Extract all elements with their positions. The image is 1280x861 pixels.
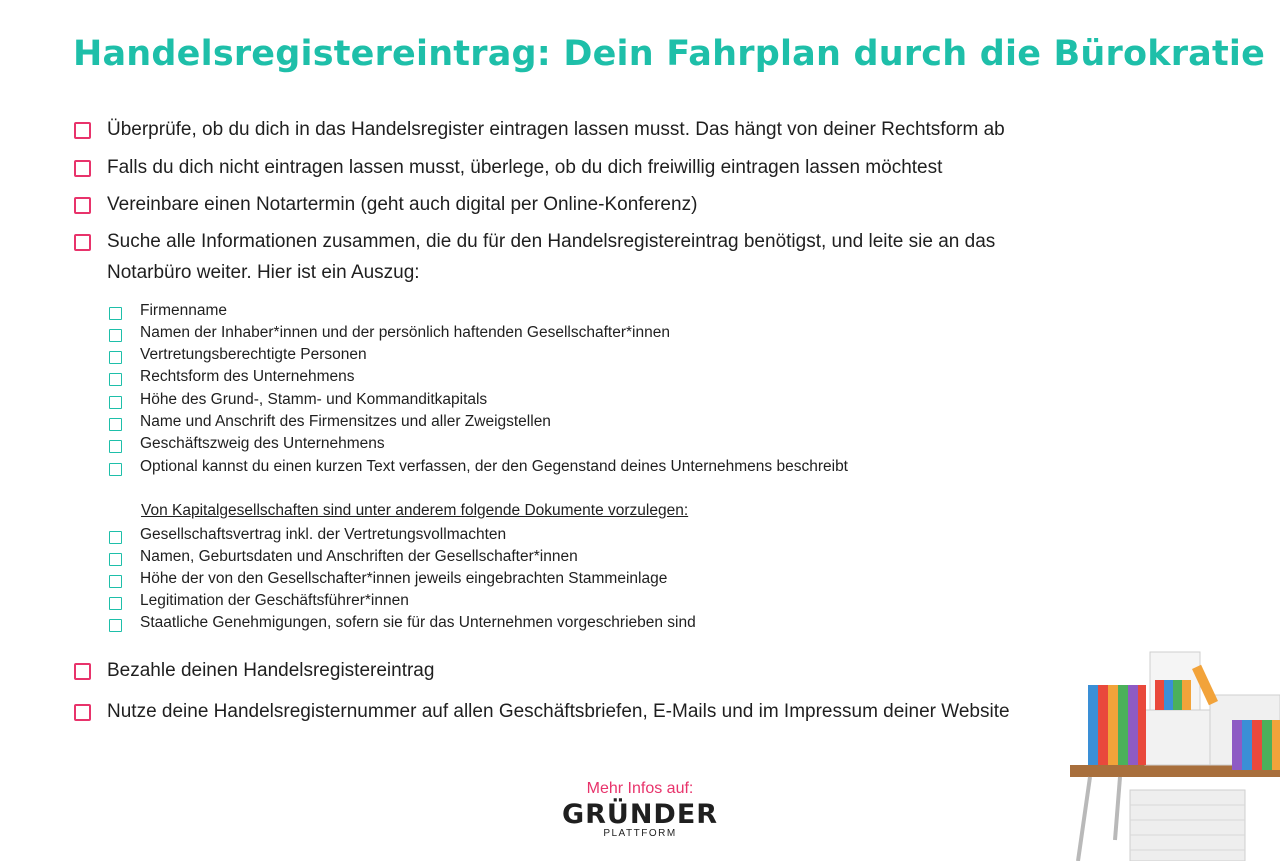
checklist-item-text: Falls du dich nicht eintragen lassen musst, überlege, ob du dich freiwillig eintragen lassen möchtest (107, 157, 943, 178)
document-list-item (109, 590, 409, 612)
checkbox-icon[interactable] (74, 704, 91, 721)
binder (1242, 720, 1252, 770)
checklist-item (74, 700, 1052, 727)
checkbox-icon[interactable] (109, 418, 122, 431)
binder (1182, 680, 1191, 710)
checklist-item (74, 659, 434, 686)
binder (1262, 720, 1272, 770)
document-list-item (109, 568, 667, 590)
info-list-item (109, 322, 670, 344)
document-list-item-text: Legitimation der Geschäftsführer*innen (140, 592, 409, 609)
page-title: Handelsregistereintrag: Dein Fahrplan durch die Bürokratie (73, 34, 1266, 74)
checkbox-icon[interactable] (109, 575, 122, 588)
document-list-item-text: Gesellschaftsvertrag inkl. der Vertretungsvollmachten (140, 526, 507, 543)
checklist-item-text: Bezahle deinen Handelsregistereintrag (107, 660, 435, 681)
binder (1138, 685, 1146, 765)
checklist-item (74, 156, 942, 183)
checkbox-icon[interactable] (109, 373, 122, 386)
checkbox-icon[interactable] (109, 553, 122, 566)
info-list-item-text: Höhe des Grund-, Stamm- und Kommanditkapitals (140, 391, 488, 408)
info-list-item-text: Rechtsform des Unternehmens (140, 368, 355, 385)
binder (1118, 685, 1128, 765)
binder (1232, 720, 1242, 770)
binder (1272, 720, 1280, 770)
document-list-item-text: Namen, Geburtsdaten und Anschriften der Gesellschafter*innen (140, 548, 578, 565)
info-list-item (109, 300, 227, 322)
info-list-item (109, 344, 367, 366)
footer (540, 780, 740, 839)
checkbox-icon[interactable] (74, 160, 91, 177)
document-list-item (109, 612, 696, 634)
checkbox-icon[interactable] (109, 351, 122, 364)
binder (1108, 685, 1118, 765)
checklist-item-text: Überprüfe, ob du dich in das Handelsregister eintragen lassen musst. Das hängt von deiner Rechtsform ab (107, 119, 1005, 140)
info-list-item (109, 456, 848, 478)
checkbox-icon[interactable] (109, 531, 122, 544)
info-list-item-text: Optional kannst du einen kurzen Text verfassen, der den Gegenstand deines Unternehmens beschreibt (140, 458, 848, 475)
desk-leg (1115, 777, 1120, 840)
binder (1128, 685, 1138, 765)
binder (1088, 685, 1098, 765)
info-list-item (109, 389, 487, 411)
more-info-label: Mehr Infos auf: (586, 780, 694, 797)
paperwork-illustration (1060, 640, 1280, 861)
info-list-item (109, 433, 385, 455)
document-list-item-text: Staatliche Genehmigungen, sofern sie für das Unternehmen vorgeschrieben sind (140, 614, 696, 631)
checklist-item (74, 193, 697, 220)
info-list-item (109, 411, 551, 433)
info-list-item (109, 366, 355, 388)
checkbox-icon[interactable] (74, 122, 91, 139)
document-list-item (109, 524, 506, 546)
info-list-item-text: Name und Anschrift des Firmensitzes und aller Zweigstellen (140, 413, 551, 430)
binder (1155, 680, 1164, 710)
binder (1098, 685, 1108, 765)
info-list-item-text: Vertretungsberechtigte Personen (140, 346, 367, 363)
desk-leg (1078, 777, 1090, 861)
checkbox-icon[interactable] (109, 619, 122, 632)
checklist-item-text: Suche alle Informationen zusammen, die du für den Handelsregistereintrag benötigst, und leite sie an das Notarbüro weiter. Hier ist ein Auszug: (107, 231, 996, 283)
checkbox-icon[interactable] (109, 597, 122, 610)
checkbox-icon[interactable] (74, 234, 91, 251)
info-list-item-text: Namen der Inhaber*innen und der persönlich haftenden Gesellschafter*innen (140, 324, 670, 341)
binder (1164, 680, 1173, 710)
info-list-item-text: Firmenname (140, 302, 227, 319)
checkbox-icon[interactable] (109, 463, 122, 476)
brand-logo-subtitle: PLATTFORM (603, 828, 677, 839)
checklist-item-text: Vereinbare einen Notartermin (geht auch digital per Online-Konferenz) (107, 194, 698, 215)
document-list-item-text: Höhe der von den Gesellschafter*innen jeweils eingebrachten Stammeinlage (140, 570, 668, 587)
info-list-item-text: Geschäftszweig des Unternehmens (140, 435, 385, 452)
checkbox-icon[interactable] (109, 329, 122, 342)
checklist-item (74, 230, 1067, 288)
checkbox-icon[interactable] (74, 663, 91, 680)
checkbox-icon[interactable] (74, 197, 91, 214)
document-list-item (109, 546, 578, 568)
binder (1173, 680, 1182, 710)
checkbox-icon[interactable] (109, 440, 122, 453)
checkbox-icon[interactable] (109, 307, 122, 320)
binder (1252, 720, 1262, 770)
documents-heading: Von Kapitalgesellschaften sind unter anderem folgende Dokumente vorzulegen: (141, 502, 689, 519)
checkbox-icon[interactable] (109, 396, 122, 409)
brand-logo[interactable]: GRÜNDER (561, 799, 719, 830)
checklist-item-text: Nutze deine Handelsregisternummer auf allen Geschäftsbriefen, E-Mails und im Impressum deiner Website (107, 701, 1010, 722)
checklist-item (74, 118, 1005, 145)
